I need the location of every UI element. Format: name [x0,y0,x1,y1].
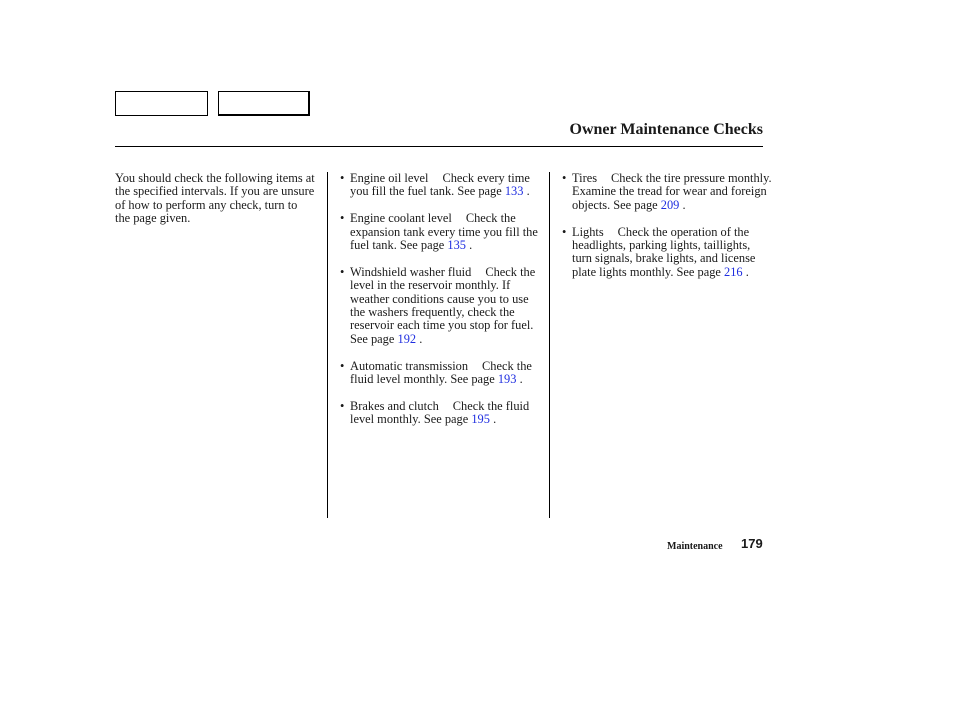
checks-column-2 [340,172,545,440]
page-reference-link[interactable]: 133 [504,184,524,199]
page-number: 179 [741,536,763,551]
period: . [682,197,686,212]
check-item-description: Check the tire pressure monthly. Examine the tread for wear and foreign objects. See page [572,171,772,212]
check-item [562,172,772,212]
check-item [340,266,545,346]
page-reference-link[interactable]: 135 [447,238,466,253]
column-divider [549,172,550,518]
check-item-description: Check the fluid level monthly. See page [350,358,532,387]
check-item [340,400,545,427]
period: . [519,372,523,387]
check-item-label: Engine coolant level [350,211,452,226]
page-reference-link[interactable]: 209 [660,197,680,212]
intro-text: You should check the following items at the specified intervals. If you are unsure of how to perform any check, turn to the page given. [115,171,315,226]
check-item [562,226,772,280]
intro-column [115,172,315,226]
check-item-label: Automatic transmission [350,358,469,373]
footer-section-label: Maintenance [667,541,723,552]
bullet: • [340,398,345,413]
period: . [745,264,749,279]
next-page-button[interactable] [218,91,310,116]
bullet: • [340,264,345,279]
check-item-description: Check the expansion tank every time you fill the fuel tank. See page [350,211,538,253]
check-item [340,360,545,387]
page-reference-link[interactable]: 192 [397,331,417,346]
bullet: • [562,171,567,185]
check-item-label: Tires [572,171,598,185]
period: . [526,184,530,199]
check-item-label: Engine oil level [350,171,429,185]
period: . [419,331,423,346]
check-item-label: Windshield washer fluid [350,264,472,279]
check-item-description: Check every time you fill the fuel tank. See page [350,171,530,199]
check-item-label: Lights [572,224,604,239]
period: . [493,412,497,427]
page-reference-link[interactable]: 193 [497,372,517,387]
column-divider [327,172,328,518]
check-item [340,172,545,199]
page-title: Owner Maintenance Checks [569,121,763,138]
check-item-description: Check the operation of the headlights, parking lights, taillights, turn signals, brake lights, and license plate lights monthly. See page [572,224,756,279]
bullet: • [340,358,345,373]
check-item-description: Check the level in the reservoir monthly. If weather conditions cause you to use the washers frequently, check the reservoir each time you stop for fuel. See page [350,264,536,346]
bullet: • [340,211,345,226]
previous-page-button[interactable] [115,91,208,116]
page-reference-link[interactable]: 216 [724,264,743,279]
check-item-label: Brakes and clutch [350,398,439,413]
period: . [469,238,473,253]
check-item [340,212,545,252]
page-reference-link[interactable]: 195 [471,412,490,427]
bullet: • [340,171,345,185]
checks-column-3 [562,172,772,293]
check-item-description: Check the fluid level monthly. See page [350,398,530,427]
title-rule [115,146,763,147]
bullet: • [562,224,567,239]
